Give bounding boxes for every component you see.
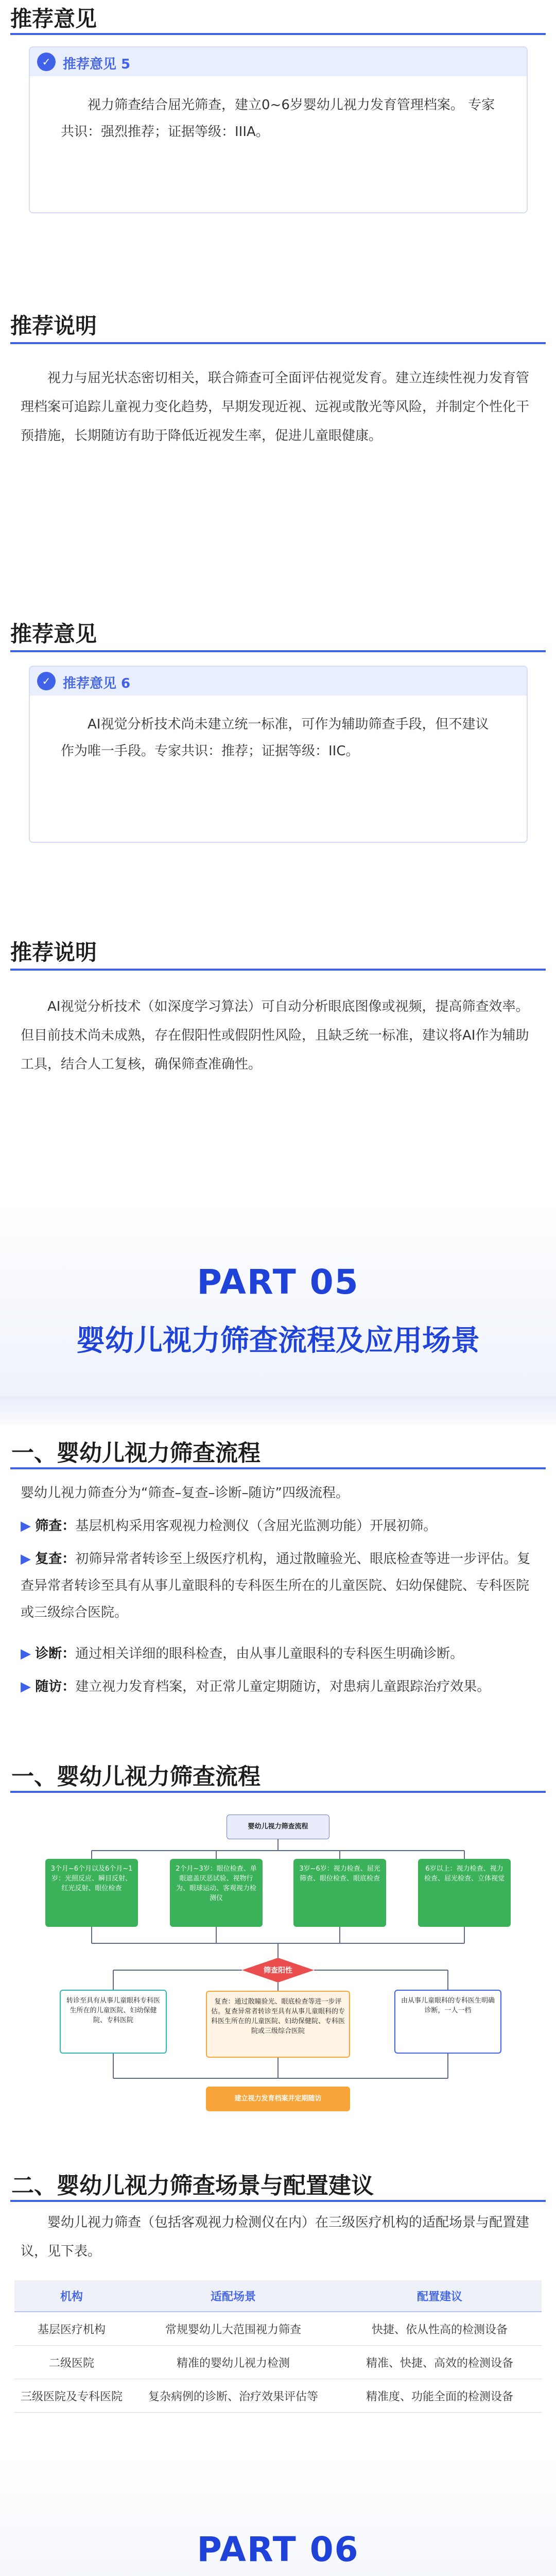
recommendation-card-5 [29,46,528,213]
checkmark-badge-icon: ✓ [37,53,56,71]
flow-decision-label: 筛查阳性 [264,1967,292,1975]
flow-referral-box: 转诊至具有从事儿童眼科专科医生所在的儿童医院、妇幼保健院、专科医院 [60,1990,167,2054]
section-divider [10,1791,546,1793]
section-divider [10,650,546,652]
flow-age-box: 6岁以上：视力检查、视力检查、屈光检查、立体视觉 [418,1859,511,1927]
evidence-grade: 专家共识：强烈推荐；证据等级：IIIA。 [61,97,495,140]
part-banner-06 [0,2452,556,2576]
table-cell: 常规婴幼儿大范围视力筛查 [129,2312,338,2346]
card-title: 推荐意见 5 [63,57,131,72]
column-header: 适配场景 [129,2280,338,2312]
screening-flowchart [36,1810,520,2120]
flow-followup-box: 建立视力发育档案并定期随访 [206,2087,350,2111]
process-step-followup [21,1673,541,1700]
recommendation-card-6 [29,666,528,843]
section-title-rec5: 推荐意见 [10,6,97,31]
step-text: 建立视力发育档案，对正常儿童定期随访，对患病儿童跟踪治疗效果。 [75,1679,491,1694]
section-header-band [0,1396,556,1429]
card-title: 推荐意见 6 [63,676,131,691]
section-divider [10,2200,546,2202]
table-cell: 精准度、功能全面的检测设备 [338,2379,542,2413]
triangle-icon: ▶ [21,1518,31,1534]
flow-age-box: 2个月~3岁：眼位检查、单眼遮盖厌恶试验、视物行为、眼球运动、客观视力检测仪 [170,1859,263,1927]
section-title-explanation5: 推荐说明 [10,313,97,338]
explanation-text-5: 视力与屈光状态密切相关，联合筛查可全面评估视觉发育。建立连续性视力发育管理档案可追踪儿童视力变化趋势，早期发现近视、远视或散光等风险，并制定个性化干预措施，长期随访有助于降低近视发生率，促进儿童眼健康。 [21,370,530,444]
process-heading: 一、婴幼儿视力筛查流程 [11,1440,260,1466]
card-header [30,667,527,696]
part-label: PART 05 [197,1262,359,1302]
part-title: 婴幼儿视力筛查流程及应用场景 [76,1324,480,1358]
scenes-table [14,2280,542,2413]
process-intro: 婴幼儿视力筛查分为“筛查–复查–诊断–随访”四级流程。 [21,1485,349,1501]
table-row [14,2312,542,2346]
table-cell: 精准、快捷、高效的检测设备 [338,2346,542,2379]
table-cell: 复杂病例的诊断、治疗效果评估等 [129,2379,338,2413]
recommendation-text: 视力筛查结合屈光筛查，建立0~6岁婴幼儿视力发育管理档案。 [88,97,464,113]
step-text: 基层机构采用客观视力检测仪（含屈光监测功能）开展初筛。 [75,1518,437,1534]
triangle-icon: ▶ [21,1551,31,1567]
card-body [61,92,496,145]
column-header: 机构 [14,2280,129,2312]
explanation-text-6: AI视觉分析技术（如深度学习算法）可自动分析眼底图像或视频，提高筛查效率。但目前技术尚未成熟，存在假阳性或假阴性风险，且缺乏统一标准，建议将AI作为辅助工具，结合人工复核，确保筛查准确性。 [21,999,529,1072]
step-text: 初筛异常者转诊至上级医疗机构，通过散瞳验光、眼底检查等进一步评估。复查异常者转诊至具有从事儿童眼科的专科医生所在的儿童医院、妇幼保健院、专科医院或三级综合医院。 [21,1551,531,1620]
flow-recheck-box: 复查：通过散瞳验光、眼底检查等进一步评估。复查异常者转诊至具有从事儿童眼科的专科医生所在的儿童医院、妇幼保健院、专科医院或三级综合医院 [206,1991,350,2058]
checkmark-badge-icon: ✓ [37,672,56,690]
table-row [14,2346,542,2379]
step-name: 筛查： [35,1518,76,1534]
step-text: 通过相关详细的眼科检查，由从事儿童眼科的专科医生明确诊断。 [75,1646,464,1662]
section-divider [10,1467,546,1469]
section-divider [10,33,546,35]
section-divider [10,969,546,971]
table-cell: 三级医院及专科医院 [14,2379,129,2413]
table-cell: 精准的婴幼儿视力检测 [129,2346,338,2379]
recommendation-text: AI视觉分析技术尚未建立统一标准，可作为辅助筛查手段，但不建议作为唯一手段。专家共识：推荐；证据等级：IIC。 [61,717,489,759]
process-step-screening [21,1513,541,1539]
flow-age-box: 3个月~6个月以及6个月~1岁：光照反应、瞬目反射、红光反射、眼位检查 [45,1859,138,1927]
flow-top-box: 婴幼儿视力筛查流程 [227,1815,329,1839]
section-title-explanation6: 推荐说明 [10,940,97,965]
card-header [30,47,527,76]
table-cell: 基层医疗机构 [14,2312,129,2346]
part-label: PART 06 [197,2530,359,2569]
scenes-heading: 二、婴幼儿视力筛查场景与配置建议 [11,2173,374,2199]
flow-age-box: 3岁~6岁：视力检查、屈光筛查、眼位检查、眼底检查 [293,1859,386,1927]
flowchart-heading: 一、婴幼儿视力筛查流程 [11,1764,260,1790]
table-row [14,2379,542,2413]
table-cell: 快捷、依从性高的检测设备 [338,2312,542,2346]
table-header-row [14,2280,542,2312]
scenes-intro: 婴幼儿视力筛查（包括客观视力检测仪在内）在三级医疗机构的适配场景与配置建议，见下表。 [21,2215,530,2259]
step-name: 诊断： [35,1646,76,1662]
section-divider [10,342,546,344]
step-name: 随访： [35,1679,76,1694]
flow-diagnosis-box: 由从事儿童眼科的专科医生明确诊断，一人一档 [394,1990,501,2054]
step-name: 复查： [35,1551,76,1567]
section-title-rec6: 推荐意见 [10,621,97,647]
column-header: 配置建议 [338,2280,542,2312]
process-step-recheck [21,1546,541,1626]
part-banner-05 [0,1200,556,1396]
triangle-icon: ▶ [21,1646,31,1662]
triangle-icon: ▶ [21,1679,31,1694]
table-cell: 二级医院 [14,2346,129,2379]
process-step-diagnosis [21,1640,541,1667]
